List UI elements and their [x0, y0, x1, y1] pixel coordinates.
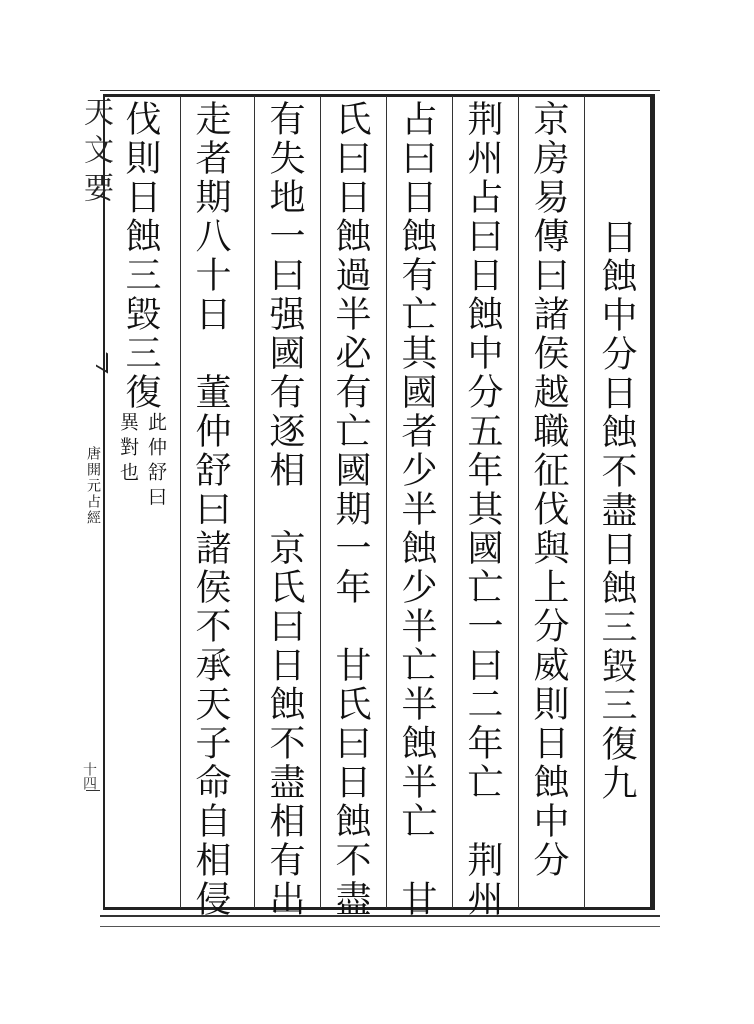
column-4: 占曰日蝕有亡其國者少半蝕少半亡半蝕半亡 甘 [396, 100, 437, 919]
frame-bottom-rule [100, 915, 660, 917]
column-divider [452, 96, 453, 908]
frame-top-rule [100, 90, 660, 91]
frame-bottom-rule-2 [100, 926, 660, 927]
column-divider [584, 96, 585, 908]
column-divider [518, 96, 519, 908]
column-divider [386, 96, 387, 908]
page-number-rule [86, 790, 100, 791]
column-2: 京房易傳曰諸侯越職征伐與上分威則日蝕中分 [528, 100, 569, 880]
column-divider [320, 96, 321, 908]
column-3: 荆州占曰日蝕中分五年其國亡一曰二年亡 荆州 [462, 100, 503, 919]
book-title-edge: 天文要 [78, 96, 113, 210]
column-6: 有失地一曰强國有逐相 京氏曰日蝕不盡相有出 [264, 100, 305, 919]
column-divider [180, 96, 181, 908]
column-1: 日蝕中分日蝕不盡日蝕三毀三復九 [596, 218, 637, 803]
page-number: 十四 [81, 762, 97, 790]
annotation-line-2: 異對也 [117, 412, 139, 487]
column-8: 伐則日蝕三毀三復 [120, 100, 161, 412]
column-7: 走者期八十日 董仲舒曰諸侯不承天子命自相侵 [190, 100, 231, 919]
column-5: 氏曰日蝕過半必有亡國期一年 甘氏曰日蝕不盡 [330, 100, 371, 919]
source-note: 唐開元占經 [85, 446, 101, 526]
text-frame [103, 94, 655, 910]
annotation-line-1: 此仲舒曰 [145, 412, 167, 512]
column-divider [254, 96, 255, 908]
